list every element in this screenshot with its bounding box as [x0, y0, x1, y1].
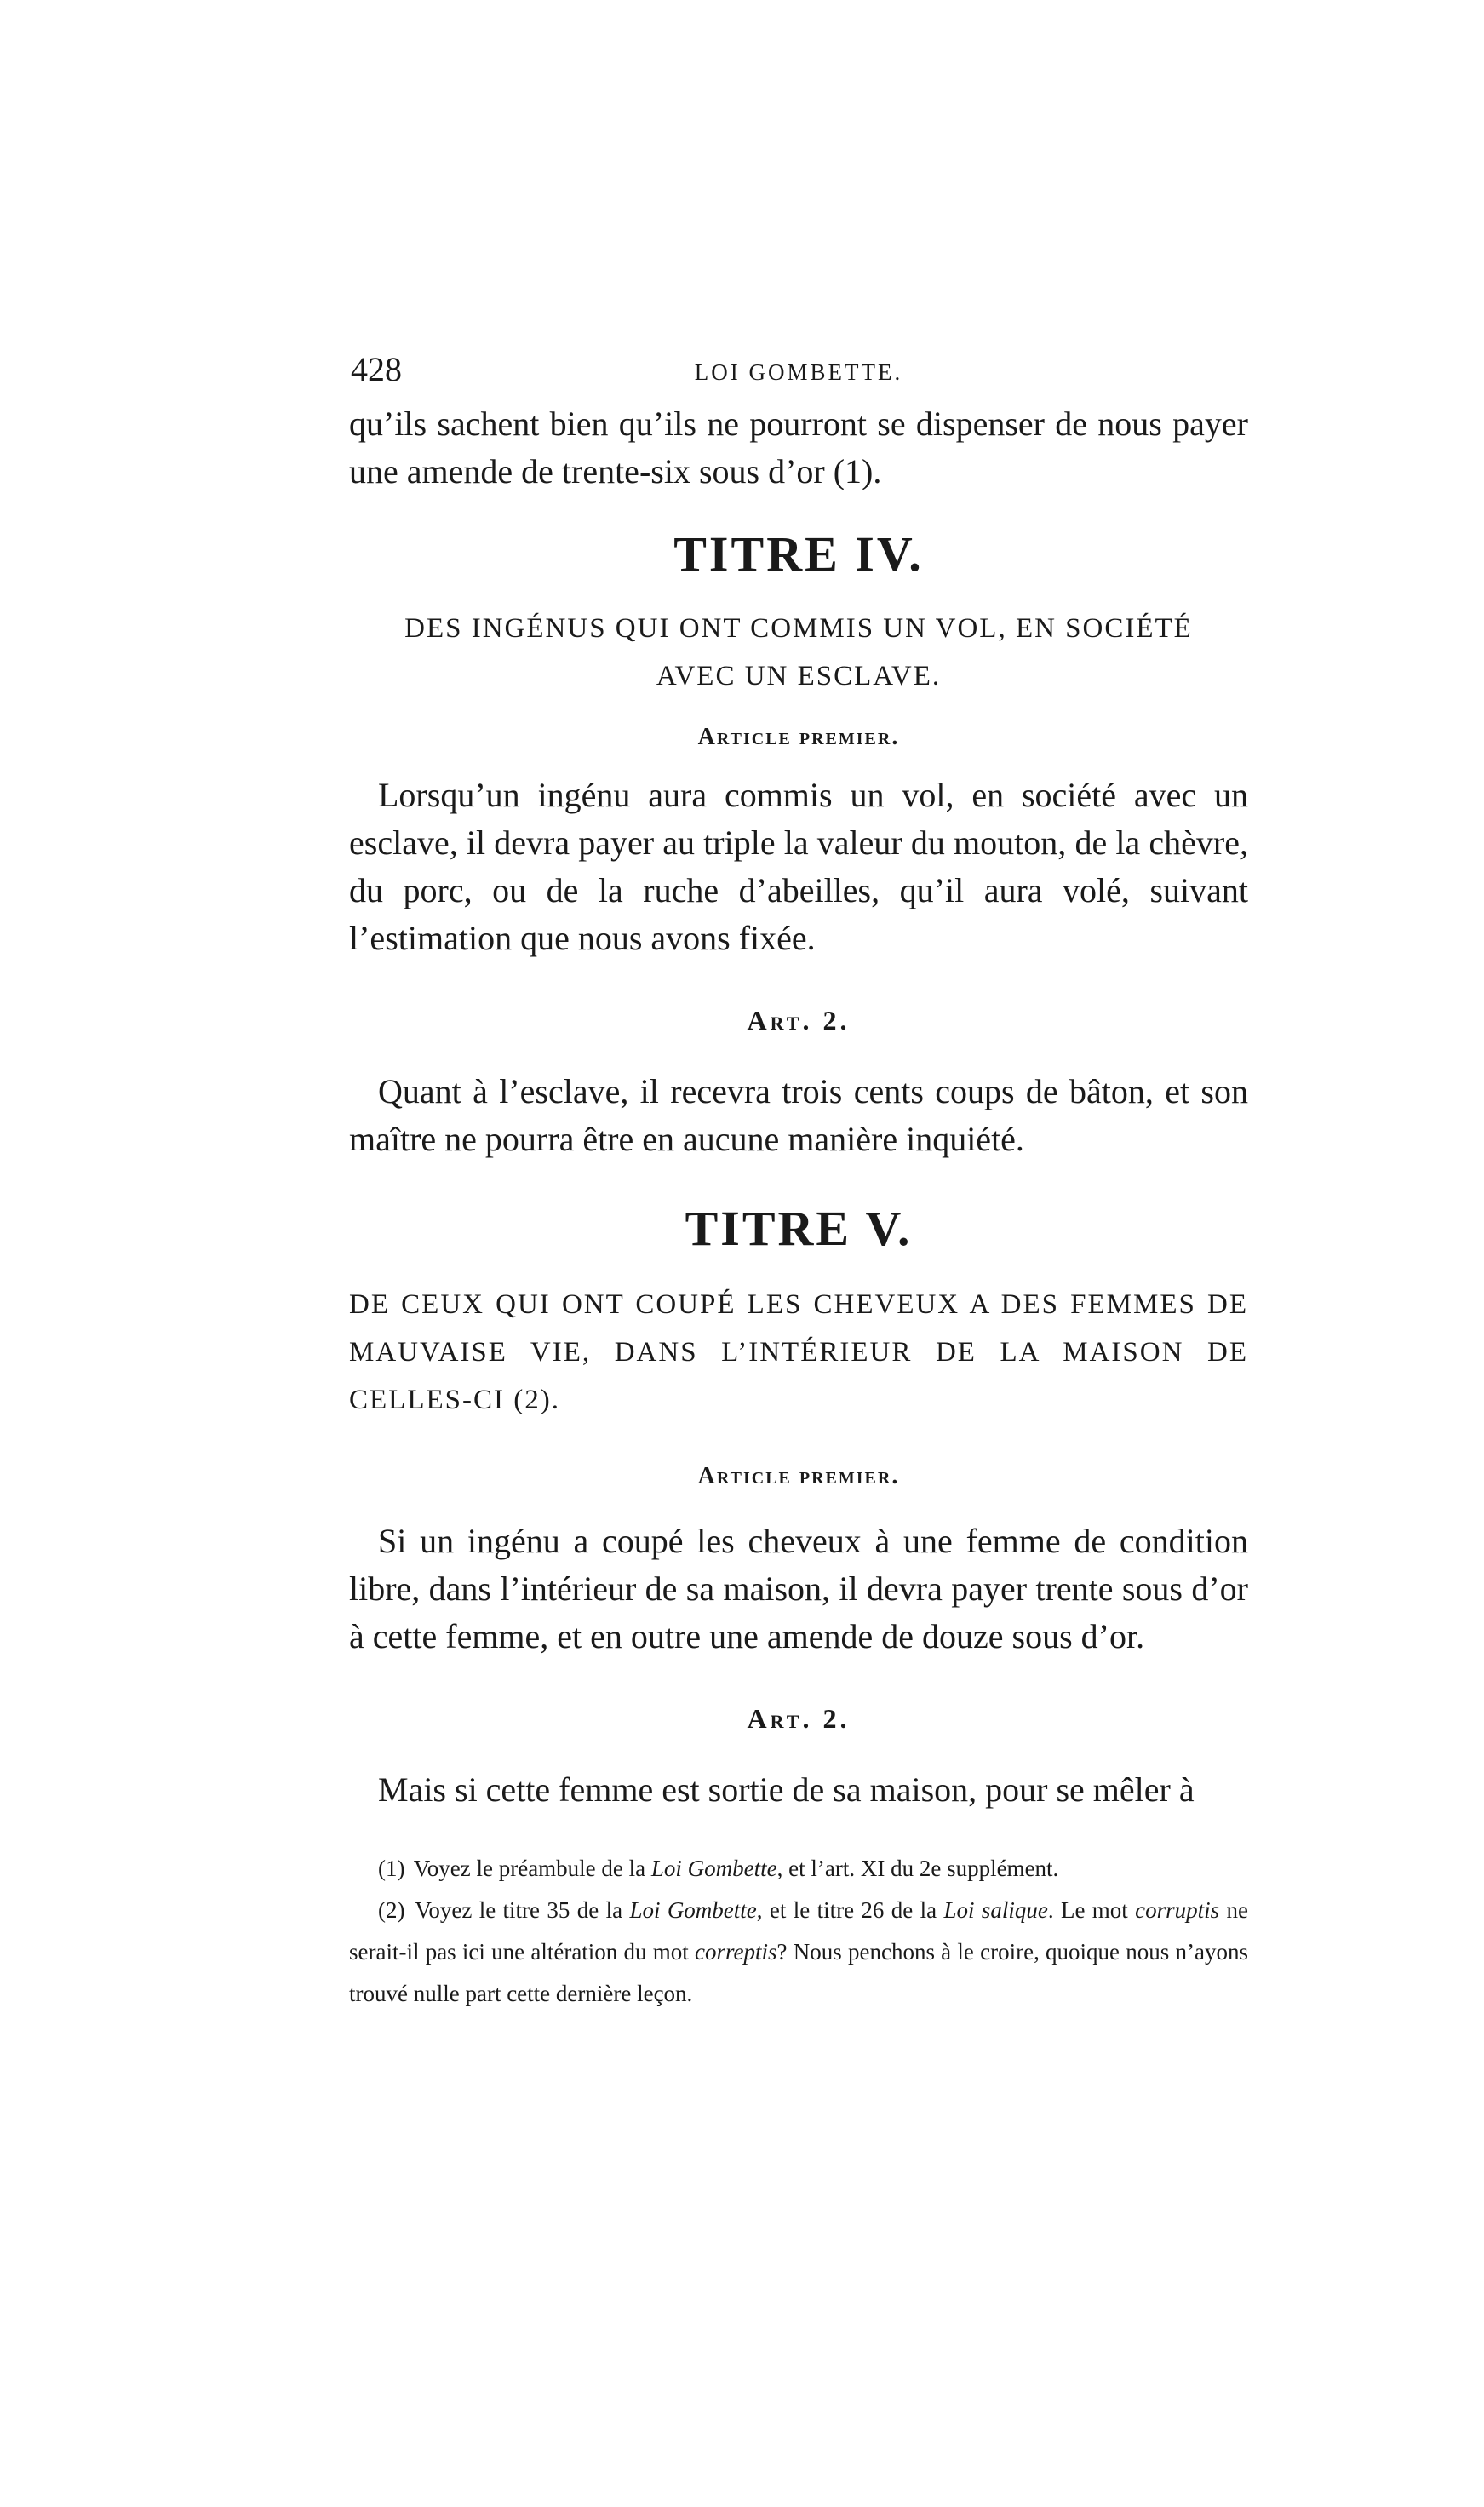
footnote-2-text-a: Voyez le titre 35 de la: [415, 1897, 630, 1923]
footnote-1-text-a: Voyez le préambule de la: [413, 1856, 651, 1881]
titre-v-article2-heading-text: Art. 2.: [747, 1703, 851, 1734]
footnote-1-text-b: , et l’art. XI du 2e supplément.: [776, 1856, 1059, 1881]
titre-iv-subtitle-line1: DES INGÉNUS QUI ONT COMMIS UN VOL, EN SOCIÉTÉ: [404, 613, 1193, 644]
footnote-2: [349, 1890, 1248, 2015]
running-head: [349, 350, 1248, 400]
footnote-2-text-b: , et le titre 26 de la: [756, 1897, 944, 1923]
footnote-2-text-d: ne serait-il pas ici une altération du mot: [349, 1897, 1249, 1965]
titre-iv-heading: TITRE IV.: [673, 526, 924, 582]
footnote-2-italic-d: correptis: [695, 1939, 777, 1965]
titre-iv-subtitle-line2: AVEC UN ESCLAVE.: [656, 661, 942, 691]
titre-v-article1-heading: [349, 1465, 1248, 1489]
titre-iv-article1-heading-text: Article premier.: [697, 724, 900, 750]
footnotes: [349, 1848, 1248, 2015]
footnote-1-mark: (1): [378, 1856, 405, 1881]
running-title: LOI GOMBETTE.: [694, 359, 903, 385]
titre-v-article1-heading-text: Article premier.: [697, 1463, 900, 1489]
titre-v-subtitle: DE CEUX QUI ONT COUPÉ LES CHEVEUX A DES FEMMES DE MAUVAISE VIE, DANS L’INTÉRIEUR DE LA MAISON DE CELLES-CI (2).: [349, 1289, 1248, 1415]
titre-v-article1-text: Si un ingénu a coupé les cheveux à une femme de condition libre, dans l’intérieur de sa maison, il devra payer trente sous d’or à cette femme, et en outre une amende de douze sous d’or.: [349, 1522, 1248, 1655]
titre-v-article2-heading: [349, 1705, 1248, 1732]
footnote-2-text-e: ? Nous penchons à le croire, quoique nous n’ayons trouvé nulle part cette dernière leçon.: [349, 1939, 1248, 2006]
opening-paragraph: qu’ils sachent bien qu’ils ne pourront se dispenser de nous payer une amende de trente-six sous d’or (1).: [349, 404, 1248, 490]
titre-iv-article2-heading: [349, 1007, 1248, 1034]
footnote-1: [349, 1848, 1248, 1890]
footnote-2-italic-b: Loi salique: [943, 1897, 1048, 1923]
titre-v-heading: TITRE V.: [685, 1201, 913, 1256]
footnote-2-italic-c: corruptis: [1135, 1897, 1220, 1923]
page-number: 428: [351, 350, 402, 388]
titre-iv-article2-text: Quant à l’esclave, il recevra trois cents coups de bâton, et son maître ne pourra être en aucune manière inquiété.: [349, 1072, 1248, 1158]
titre-v-article2-text: Mais si cette femme est sortie de sa maison, pour se mêler à: [378, 1770, 1195, 1809]
footnote-2-italic-a: Loi Gombette: [629, 1897, 757, 1923]
titre-iv-article1-heading: [349, 726, 1248, 749]
footnote-2-mark: (2): [378, 1897, 405, 1923]
page-content: [349, 350, 1249, 2015]
footnote-1-italic: Loi Gombette: [650, 1856, 777, 1881]
titre-iv-article2-heading-text: Art. 2.: [747, 1005, 851, 1036]
titre-iv-article1-text: Lorsqu’un ingénu aura commis un vol, en société avec un esclave, il devra payer au triple la valeur du mouton, de la chèvre, du porc, ou de la ruche d’abeilles, qu’il aura volé, suivant l’estimation que nous avons fixée.: [349, 776, 1248, 957]
footnote-2-text-c: . Le mot: [1047, 1897, 1136, 1923]
